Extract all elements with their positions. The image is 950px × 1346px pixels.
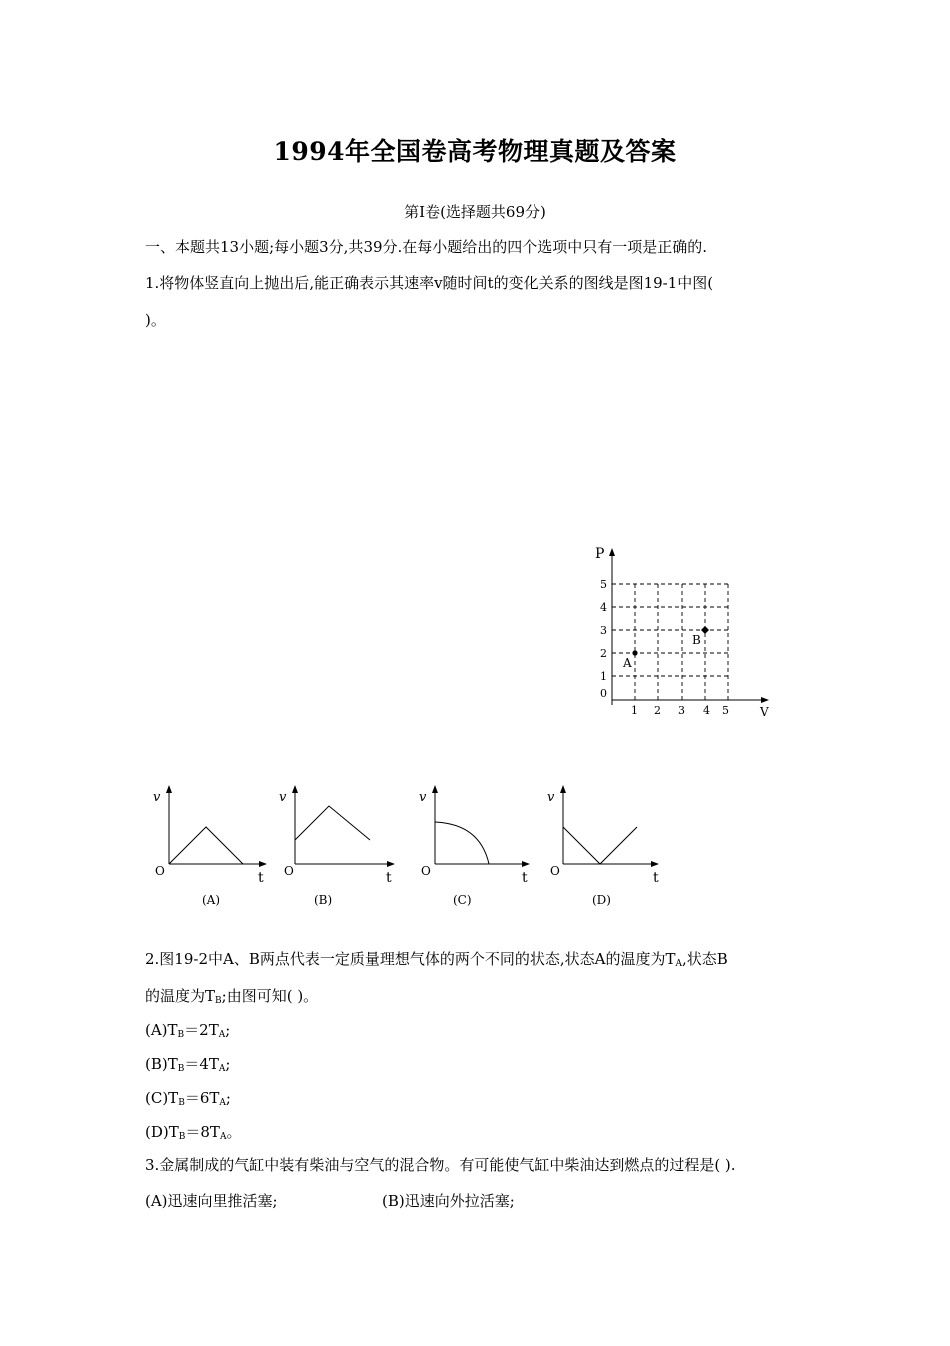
- pv-y-tick: 4: [600, 601, 607, 614]
- pv-grid: [612, 584, 728, 700]
- caption-c: (C): [453, 893, 472, 907]
- caption-d: (D): [592, 893, 611, 907]
- svg-text:v: v: [419, 790, 427, 805]
- vt-line-c: [435, 822, 489, 864]
- pv-x-arrow: [761, 697, 769, 703]
- pv-point-a: [632, 650, 637, 655]
- pv-y-tick: 0: [600, 687, 607, 700]
- pv-y-tick: 1: [600, 670, 607, 683]
- svg-text:O: O: [155, 864, 165, 878]
- q2-option-d: $(D)T_B=8T_A$。: [145, 1123, 242, 1142]
- q1-stem-line2: )。: [145, 311, 166, 329]
- pv-y-tick: 2: [600, 647, 607, 660]
- q2-option-c: $(C)T_B=6T_A$;: [145, 1089, 231, 1108]
- svg-text:t: t: [653, 870, 659, 886]
- q2-option-a: $(A)T_B=2T_A$;: [145, 1021, 231, 1040]
- svg-text:v: v: [279, 790, 287, 805]
- section-header: 一、本题共13小题;每小题3分,共39分.在每小题给出的四个选项中只有一项是正确的.: [145, 238, 708, 256]
- vt-graphs: [145, 780, 685, 915]
- svg-text:t: t: [522, 870, 528, 886]
- pv-graph: [585, 540, 785, 725]
- pv-y-label: P: [595, 546, 605, 562]
- pv-x-tick: 3: [678, 704, 685, 717]
- section-subtitle: 第Ⅰ卷(选择题共69分): [404, 203, 546, 221]
- svg-text:O: O: [421, 864, 431, 878]
- q1-stem-line1: 1.将物体竖直向上抛出后,能正确表示其速率v随时间t的变化关系的图线是图19-1中图(: [145, 274, 714, 292]
- vt-graph-a: [153, 785, 267, 907]
- svg-text:v: v: [153, 790, 161, 805]
- pv-x-label: V: [760, 705, 769, 719]
- q3-option-a: (A)迅速向里推活塞;: [145, 1192, 278, 1210]
- svg-text:t: t: [386, 870, 392, 886]
- svg-text:v: v: [547, 790, 555, 805]
- pv-y-tick: 5: [600, 578, 607, 591]
- pv-x-tick: 2: [654, 704, 661, 717]
- pv-y-arrow: [609, 548, 615, 556]
- pv-y-tick: 3: [600, 624, 607, 637]
- vt-graph-d: [547, 785, 659, 907]
- vt-graph-c: [419, 785, 530, 907]
- vt-graph-b: [279, 785, 395, 907]
- caption-a: (A): [202, 893, 221, 907]
- svg-text:t: t: [258, 870, 264, 886]
- vt-line-b: [295, 806, 370, 840]
- pv-x-tick: 1: [631, 704, 638, 717]
- caption-b: (B): [314, 893, 333, 907]
- pv-x-tick: 5: [722, 704, 729, 717]
- pv-point-b: [701, 626, 709, 634]
- pv-point-a-label: A: [623, 656, 632, 670]
- pv-point-b-label: B: [692, 633, 701, 647]
- pv-x-tick: 4: [703, 704, 710, 717]
- q2-option-b: $(B)T_B=4T_A$;: [145, 1055, 231, 1074]
- vt-line-a: [169, 827, 243, 864]
- q2-stem-line2: 的温度为$T_B$;由图可知( )。: [145, 987, 319, 1006]
- vt-line-d: [563, 827, 637, 864]
- q3-option-b: (B)迅速向外拉活塞;: [382, 1192, 515, 1210]
- q3-stem: 3.金属制成的气缸中装有柴油与空气的混合物。有可能使气缸中柴油达到燃点的过程是( ).: [145, 1156, 736, 1174]
- page-title: 1994年全国卷高考物理真题及答案: [273, 137, 677, 166]
- svg-text:O: O: [284, 864, 294, 878]
- q2-stem-line1: 2.图19-2中A、B两点代表一定质量理想气体的两个不同的状态,状态A的温度为$T_A$,状态B: [145, 950, 728, 969]
- svg-text:O: O: [550, 864, 560, 878]
